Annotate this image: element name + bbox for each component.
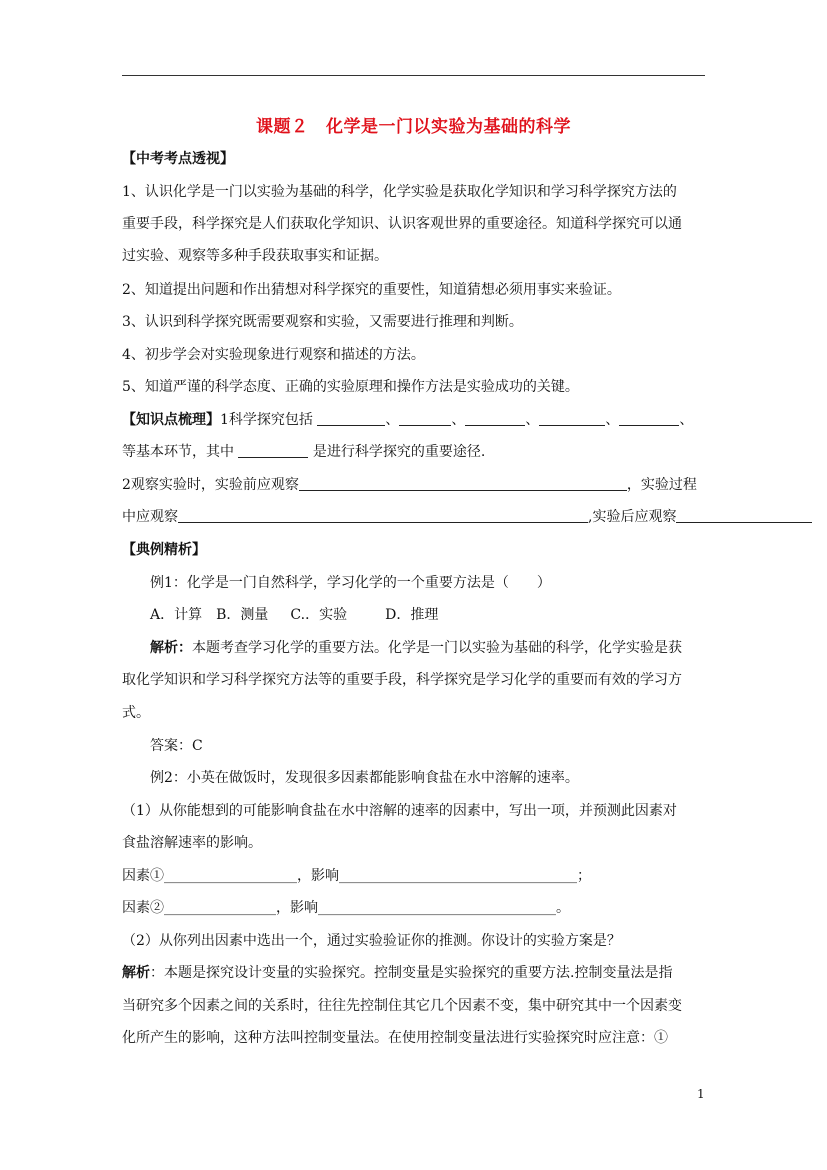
section-heading-examples: 【典例精析】	[122, 542, 206, 558]
knowledge-q1-suffix: 是进行科学探究的重要途径.	[312, 444, 486, 460]
exam-point-1-line-1: 1、认识化学是一门以实验为基础的科学，化学实验是获取化学知识和学习科学探究方法的	[122, 184, 677, 200]
punctuation: 。	[556, 900, 570, 916]
factor-2-row	[122, 898, 570, 918]
example-2-analysis-line-3: 化所产生的影响，这种方法叫控制变量法。在使用控制变量法进行实验探究时应注意：①	[122, 1030, 668, 1046]
effect-label: ，影响	[297, 868, 339, 884]
example-1-answer: 答案：C	[150, 738, 203, 754]
section-heading-knowledge: 【知识点梳理】	[122, 412, 220, 428]
section-heading-exam: 【中考考点透视】	[122, 151, 234, 167]
knowledge-question-1-cont	[122, 442, 485, 462]
header-rule	[122, 75, 705, 76]
example-1-analysis-line-2: 取化学知识和学习科学探究方法等的重要手段，科学探究是学习化学的重要而有效的学习方	[122, 672, 682, 688]
separator: 、	[385, 412, 400, 428]
option-b: B．测量	[216, 607, 269, 623]
knowledge-q1-prefix: 1科学探究包括	[220, 412, 313, 428]
blank-line[interactable]	[317, 411, 385, 426]
analysis-label: 解析：	[150, 640, 192, 656]
separator: 、	[679, 412, 694, 428]
factor-2-blank[interactable]: ________________	[164, 900, 276, 916]
separator: 、	[525, 412, 540, 428]
example-1-question: 例1：化学是一门自然科学，学习化学的一个重要方法是（ ）	[150, 575, 551, 591]
blank-line[interactable]	[399, 411, 451, 426]
separator: 、	[451, 412, 466, 428]
factor-1-blank[interactable]: ___________________	[164, 868, 297, 884]
knowledge-question-1	[122, 410, 693, 430]
exam-point-2: 2、知道提出问题和作出猜想对科学探究的重要性，知道猜想必须用事实来验证。	[122, 282, 621, 298]
blank-line[interactable]	[539, 411, 605, 426]
example-2-part-1-line-1: （1）从你能想到的可能影响食盐在水中溶解的速率的因素中，写出一项，并预测此因素对	[122, 803, 677, 819]
example-1-options	[150, 605, 438, 625]
example-1-analysis-line-3: 式。	[122, 705, 150, 721]
exam-point-1-line-3: 过实验、观察等多种手段获取事实和证据。	[122, 248, 388, 264]
blank-line[interactable]	[465, 411, 525, 426]
knowledge-q2-after: ,实验后应观察	[588, 509, 677, 525]
option-d: D．推理	[385, 607, 439, 623]
option-c: C.．实验	[290, 607, 348, 623]
analysis-label: 解析	[122, 965, 150, 981]
separator: 、	[605, 412, 620, 428]
example-2-question: 例2：小英在做饭时，发现很多因素都能影响食盐在水中溶解的速率。	[150, 770, 579, 786]
knowledge-question-2-cont	[122, 507, 812, 527]
exam-point-3: 3、认识到科学探究既需要观察和实验，又需要进行推理和判断。	[122, 314, 523, 330]
analysis-text: ：本题是探究设计变量的实验探究。控制变量是实验探究的重要方法.控制变量法是指	[150, 965, 673, 981]
effect-label: ，影响	[276, 900, 318, 916]
knowledge-q2-middle: ，实验过程	[626, 477, 697, 493]
analysis-text: 本题考查学习化学的重要方法。化学是一门以实验为基础的科学，化学实验是获	[192, 640, 682, 656]
example-2-part-2: （2）从你列出因素中选出一个，通过实验验证你的推测。你设计的实验方案是？	[122, 933, 621, 949]
knowledge-q2-during: 中应观察	[122, 509, 178, 525]
option-a: A．计算	[150, 607, 203, 623]
example-2-analysis-line-2: 当研究多个因素之间的关系时，往往先控制住其它几个因素不变，集中研究其中一个因素变	[122, 998, 682, 1014]
factor-1-row	[122, 866, 591, 886]
effect-1-blank[interactable]: __________________________________	[339, 868, 577, 884]
knowledge-question-2	[122, 475, 697, 495]
factor-2-label: 因素②	[122, 900, 164, 916]
example-2-analysis-line-1	[122, 963, 672, 983]
blank-line[interactable]	[178, 508, 588, 523]
knowledge-q1-middle: 等基本环节，其中	[122, 444, 234, 460]
exam-point-1-line-2: 重要手段，科学探究是人们获取化学知识、认识客观世界的重要途径。知道科学探究可以通	[122, 216, 682, 232]
exam-point-5: 5、知道严谨的科学态度、正确的实验原理和操作方法是实验成功的关键。	[122, 379, 579, 395]
blank-line[interactable]	[299, 476, 627, 491]
punctuation: ；	[577, 868, 591, 884]
page-number: 1	[697, 1087, 705, 1101]
blank-line[interactable]	[238, 443, 308, 458]
exam-point-4: 4、初步学会对实验现象进行观察和描述的方法。	[122, 347, 425, 363]
blank-line[interactable]	[676, 508, 812, 523]
factor-1-label: 因素①	[122, 868, 164, 884]
blank-line[interactable]	[619, 411, 679, 426]
document-title: 课题２ 化学是一门以实验为基础的科学	[256, 117, 571, 137]
example-1-analysis-line-1	[150, 638, 682, 658]
example-2-part-1-line-2: 食盐溶解速率的影响。	[122, 835, 262, 851]
effect-2-blank[interactable]: __________________________________	[318, 900, 556, 916]
knowledge-q2-prefix: 2观察实验时，实验前应观察	[122, 477, 299, 493]
